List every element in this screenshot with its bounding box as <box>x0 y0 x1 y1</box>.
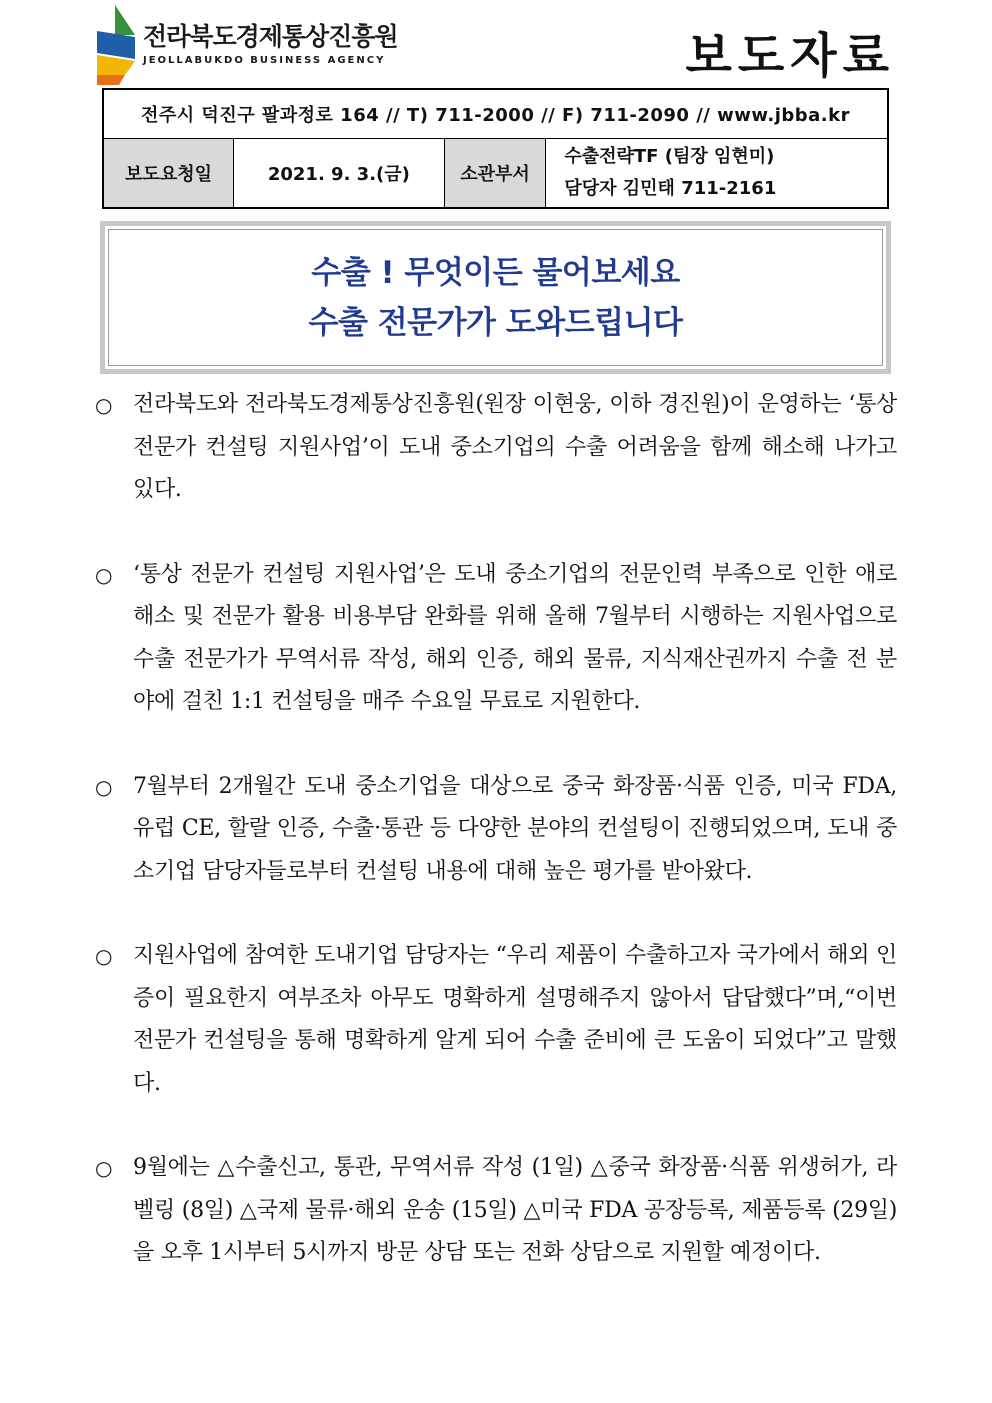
headline-line-1: 수출 ! 무엇이든 물어보세요 <box>311 254 680 291</box>
agency-name-korean: 전라북도경제통상진흥원 <box>143 22 398 51</box>
address-row <box>103 89 888 139</box>
document-type-title: 보도자료 <box>685 28 895 84</box>
circle-bullet-icon: ○ <box>95 562 113 587</box>
agency-name <box>143 23 398 66</box>
paragraph <box>95 766 897 894</box>
contact-person: 담당자 김민태 711-2161 <box>564 178 777 199</box>
request-date-value: 2021. 9. 3.(금) <box>234 139 445 209</box>
paragraph-text: 전라북도와 전라북도경제통상진흥원(원장 이현웅, 이하 경진원)이 운영하는 ‘통상 전문가 컨설팅 지원사업’이 도내 중소기업의 수출 어려움을 함께 해소해 나가고 있다. <box>133 392 897 502</box>
headline-line-2: 수출 전문가가 도와드립니다 <box>308 304 683 341</box>
circle-bullet-icon: ○ <box>95 1156 113 1180</box>
paragraph <box>95 935 897 1105</box>
agency-logo-icon <box>95 5 141 85</box>
headline-box <box>100 221 891 374</box>
paragraph <box>95 384 897 512</box>
request-date-label: 보도요청일 <box>103 139 234 209</box>
article-body <box>95 384 897 1275</box>
paragraph-text: 9월에는 △수출신고, 통관, 무역서류 작성 (1일) △중국 화장품·식품 위생허가, 라벨링 (8일) △국제 물류·해외 운송 (15일) △미국 FDA 공장등록, 제품등록 (29일) 을 오후 1시부터 5시까지 방문 상담 또는 전화 상담으로 지원할 예정이다. <box>133 1155 897 1265</box>
paragraph <box>95 1147 897 1275</box>
contact-address: 전주시 덕진구 팔과정로 164 // T) 711-2000 // F) 711-2090 // www.jbba.kr <box>103 89 888 139</box>
page-header <box>95 5 895 85</box>
headline-inner <box>108 229 883 366</box>
paragraph-text: ‘통상 전문가 컨설팅 지원사업’은 도내 중소기업의 전문인력 부족으로 인한 애로 해소 및 전문가 활용 비용부담 완화를 위해 올해 7월부터 시행하는 지원사업으로 수출 전문가가 무역서류 작성, 해외 인증, 해외 물류, 지식재산권까지 수출 전 분야에 걸친 1:1 컨설팅을 매주 수요일 무료로 지원한다. <box>133 561 897 714</box>
department-value: 수출전략TF (팀장 임현미) <box>564 146 775 167</box>
circle-bullet-icon: ○ <box>95 393 113 417</box>
meta-row <box>103 139 888 209</box>
paragraph-text: 지원사업에 참여한 도내기업 담당자는 “우리 제품이 수출하고자 국가에서 해외 인증이 필요한지 여부조차 아무도 명확하게 설명해주지 않아서 답답했다”며,“이번 전문가 컨설팅을 통해 명확하게 알게 되어 수출 준비에 큰 도움이 되었다”고 말했다. <box>133 943 897 1096</box>
circle-bullet-icon: ○ <box>95 944 113 968</box>
paragraph-text: 7월부터 2개월간 도내 중소기업을 대상으로 중국 화장품·식품 인증, 미국 FDA, 유럽 CE, 할랄 인증, 수출·통관 등 다양한 분야의 컨설팅이 진행되었으며, 도내 중소기업 담당자들로부터 컨설팅 내용에 대해 높은 평가를 받아왔다. <box>133 773 897 884</box>
department-label: 소관부서 <box>444 139 546 209</box>
circle-bullet-icon: ○ <box>95 774 113 799</box>
agency-name-english: JEOLLABUKDO BUSINESS AGENCY <box>143 55 386 66</box>
department-cell <box>546 139 888 209</box>
paragraph <box>95 554 897 724</box>
press-info-table <box>102 88 889 209</box>
